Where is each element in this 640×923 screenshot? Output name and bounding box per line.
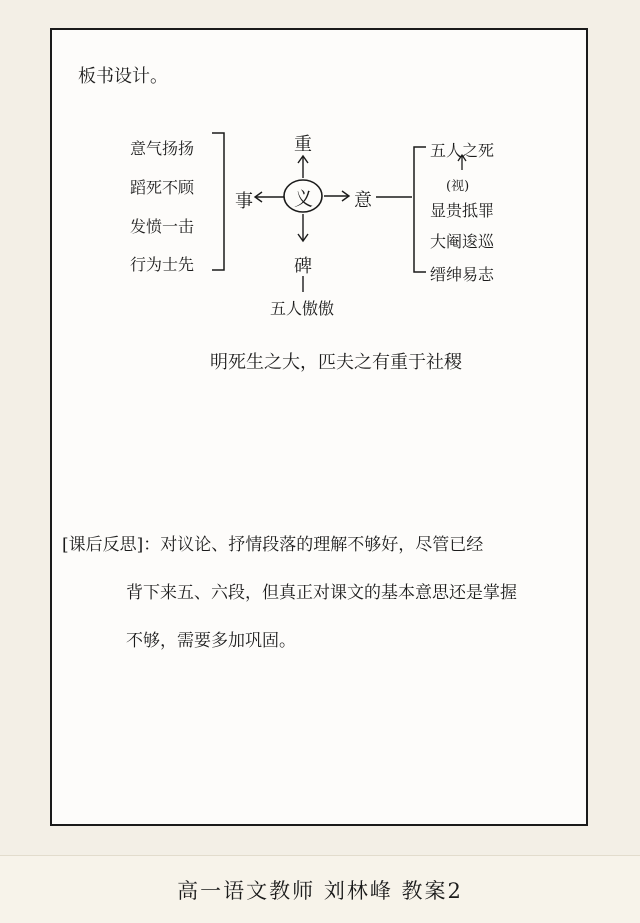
right-item-3: 显贵抵罪 [430,201,495,220]
bottom-label: 碑 [294,256,312,277]
center-character: 义 [294,188,314,210]
board-heading: 板书设计。 [78,66,168,87]
top-label: 重 [294,134,312,155]
left-item-3: 发愤一击 [130,217,195,236]
left-item-1: 意气扬扬 [130,139,195,158]
footer-caption-bar [0,855,640,923]
left-item-4: 行为士先 [130,255,195,274]
board-conclusion: 明死生之大，匹夫之有重于社稷 [210,352,462,373]
right-label: 意 [354,190,372,211]
below-bottom-text: 五人傲傲 [270,299,335,318]
reflection-line-1: [课后反思]：对议论、抒情段落的理解不够好，尽管已经 [62,535,484,555]
footer-caption: 高一语文教师 刘林峰 教案2 [177,878,463,903]
right-item-5: 缙绅易志 [430,265,495,284]
left-item-2: 蹈死不顾 [130,178,195,197]
right-item-4: 大阉逡巡 [430,232,495,251]
reflection-line-3: 不够，需要多加巩固。 [126,631,296,651]
right-item-1: 五人之死 [430,141,495,160]
lesson-page [50,28,588,826]
reflection-line-2: 背下来五、六段，但真正对课文的基本意思还是掌握 [126,583,517,603]
right-item-2: (视) [446,179,470,194]
left-label: 事 [235,191,253,212]
